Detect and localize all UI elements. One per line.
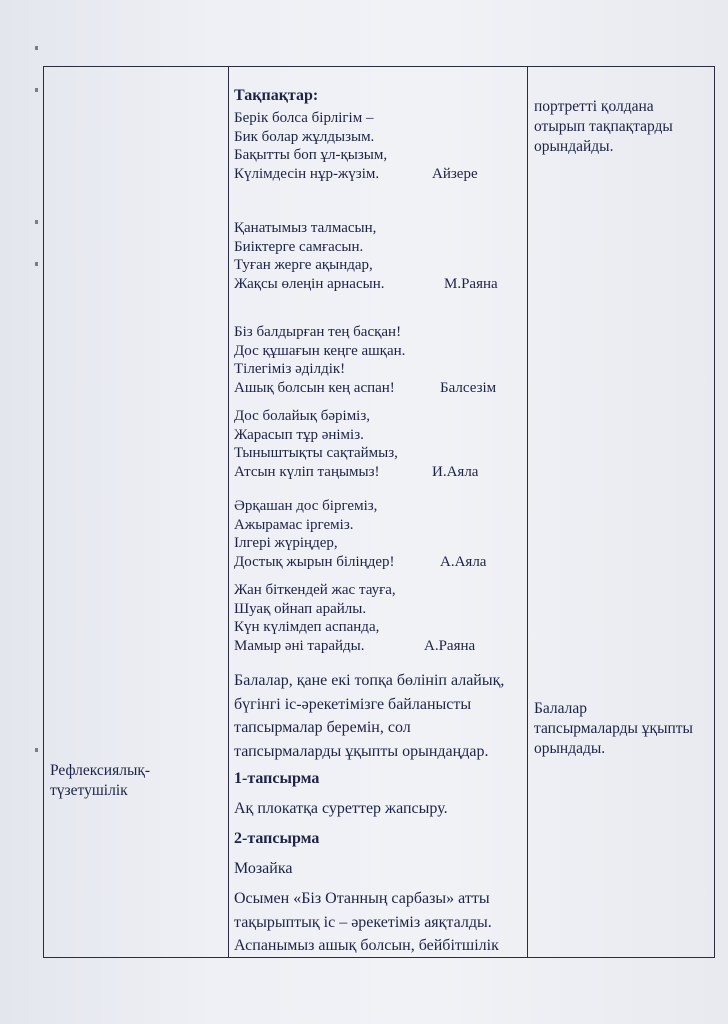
poem-author: И.Аяла xyxy=(432,464,479,480)
margin-mark xyxy=(35,748,38,752)
task2-text: Мозайка xyxy=(234,860,293,877)
poem-line: Дос құшағын кеңге ашқан. xyxy=(234,342,406,359)
poem-line: Ашық болсын кең аспан! xyxy=(234,379,395,396)
poem-author: А.Раяна xyxy=(424,638,476,654)
poem-line: Тілегіміз әділдік! xyxy=(234,361,346,377)
lesson-content xyxy=(234,87,524,957)
text-line: тапсырмалар беремін, сол xyxy=(234,719,411,736)
margin-mark xyxy=(35,46,38,50)
poem-stanza xyxy=(234,109,524,183)
poem-line: Тыныштықты сақтаймыз, xyxy=(234,445,398,461)
margin-mark xyxy=(35,220,38,224)
poem-stanza xyxy=(234,219,524,293)
poem-line: Берік болса бірлігім – xyxy=(234,110,374,126)
margin-mark xyxy=(35,262,38,266)
lesson-table xyxy=(43,66,715,958)
poem-line: Ілгері жүріңдер, xyxy=(234,535,338,551)
text-line: Аспанымыз ашық болсын, бейбітшілік xyxy=(234,937,499,954)
poem-author: Балсезім xyxy=(440,380,497,396)
poem-line: Достық жырын біліңдер! xyxy=(234,553,395,570)
closing-paragraph xyxy=(234,887,526,958)
column-divider xyxy=(527,67,528,957)
text-line: портретті қолдана xyxy=(534,98,654,115)
poem-author: Айзере xyxy=(432,166,478,182)
poem-line: Дос болайық бәріміз, xyxy=(234,408,371,424)
poem-line: Әрқашан дос біргеміз, xyxy=(234,498,378,514)
poem-stanza xyxy=(234,407,524,481)
text-line: отырып тақпақтарды xyxy=(534,118,673,135)
poem-line: Жарасып тұр әніміз. xyxy=(234,426,364,443)
column-divider xyxy=(228,67,229,957)
poem-line: Бақытты боп ұл-қызым, xyxy=(234,147,388,163)
task1-text: Ақ плокатқа суреттер жапсыру. xyxy=(234,800,448,817)
poem-stanza xyxy=(234,323,524,397)
poem-line: Біз балдырған тең басқан! xyxy=(234,324,402,340)
text-line: Балалар, қане екі топқа бөлініп алайық, xyxy=(234,672,505,689)
text-line: орындады. xyxy=(534,740,606,757)
text-line: Осымен «Біз Отанның сарбазы» атты xyxy=(234,890,490,907)
task1-title: 1-тапсырма xyxy=(234,770,320,787)
poem-line: Жақсы өлеңін арнасын. xyxy=(234,275,385,292)
poem-author: А.Аяла xyxy=(440,554,487,570)
poem-line: Биіктерге самғасын. xyxy=(234,238,364,255)
poem-stanza xyxy=(234,581,524,655)
instruction-paragraph xyxy=(234,669,526,763)
poem-line: Жан біткендей жас тауға, xyxy=(234,582,396,598)
text-line: тапсырмаларды ұқыпты xyxy=(534,720,693,737)
poem-line: Атсын күліп таңымыз! xyxy=(234,463,380,480)
poem-line: Шуақ ойнап арайлы. xyxy=(234,600,367,617)
poem-line: Туған жерге ақындар, xyxy=(234,257,373,273)
text-line: тапсырмаларды ұқыпты орындаңдар. xyxy=(234,742,489,760)
poem-line: Қанатымыз талмасын, xyxy=(234,220,377,236)
expected-result-top xyxy=(534,97,714,157)
task2-title: 2-тапсырма xyxy=(234,830,320,847)
margin-mark xyxy=(35,88,38,92)
text-line: Балалар xyxy=(534,700,588,717)
poems-heading: Тақпақтар: xyxy=(234,87,319,104)
stage-label: Рефлексиялық-түзетушілік xyxy=(50,762,151,799)
expected-result-bottom xyxy=(534,699,714,759)
text-line: орындайды. xyxy=(534,138,614,155)
poem-line: Күлімдесін нұр-жүзім. xyxy=(234,165,380,182)
text-line: тақырыптық іс – әрекетіміз аяқталды. xyxy=(234,913,492,931)
poem-line: Бик болар жұлдызым. xyxy=(234,128,375,145)
text-line: бүгінгі іс-әрекетімізге байланысты xyxy=(234,695,472,713)
poem-stanza xyxy=(234,497,524,571)
poem-line: Күн күлімдеп аспанда, xyxy=(234,619,380,635)
poem-line: Ажырамас іргеміз. xyxy=(234,516,354,533)
poem-line: Мамыр әні тарайды. xyxy=(234,637,365,654)
poem-author: М.Раяна xyxy=(444,276,498,292)
